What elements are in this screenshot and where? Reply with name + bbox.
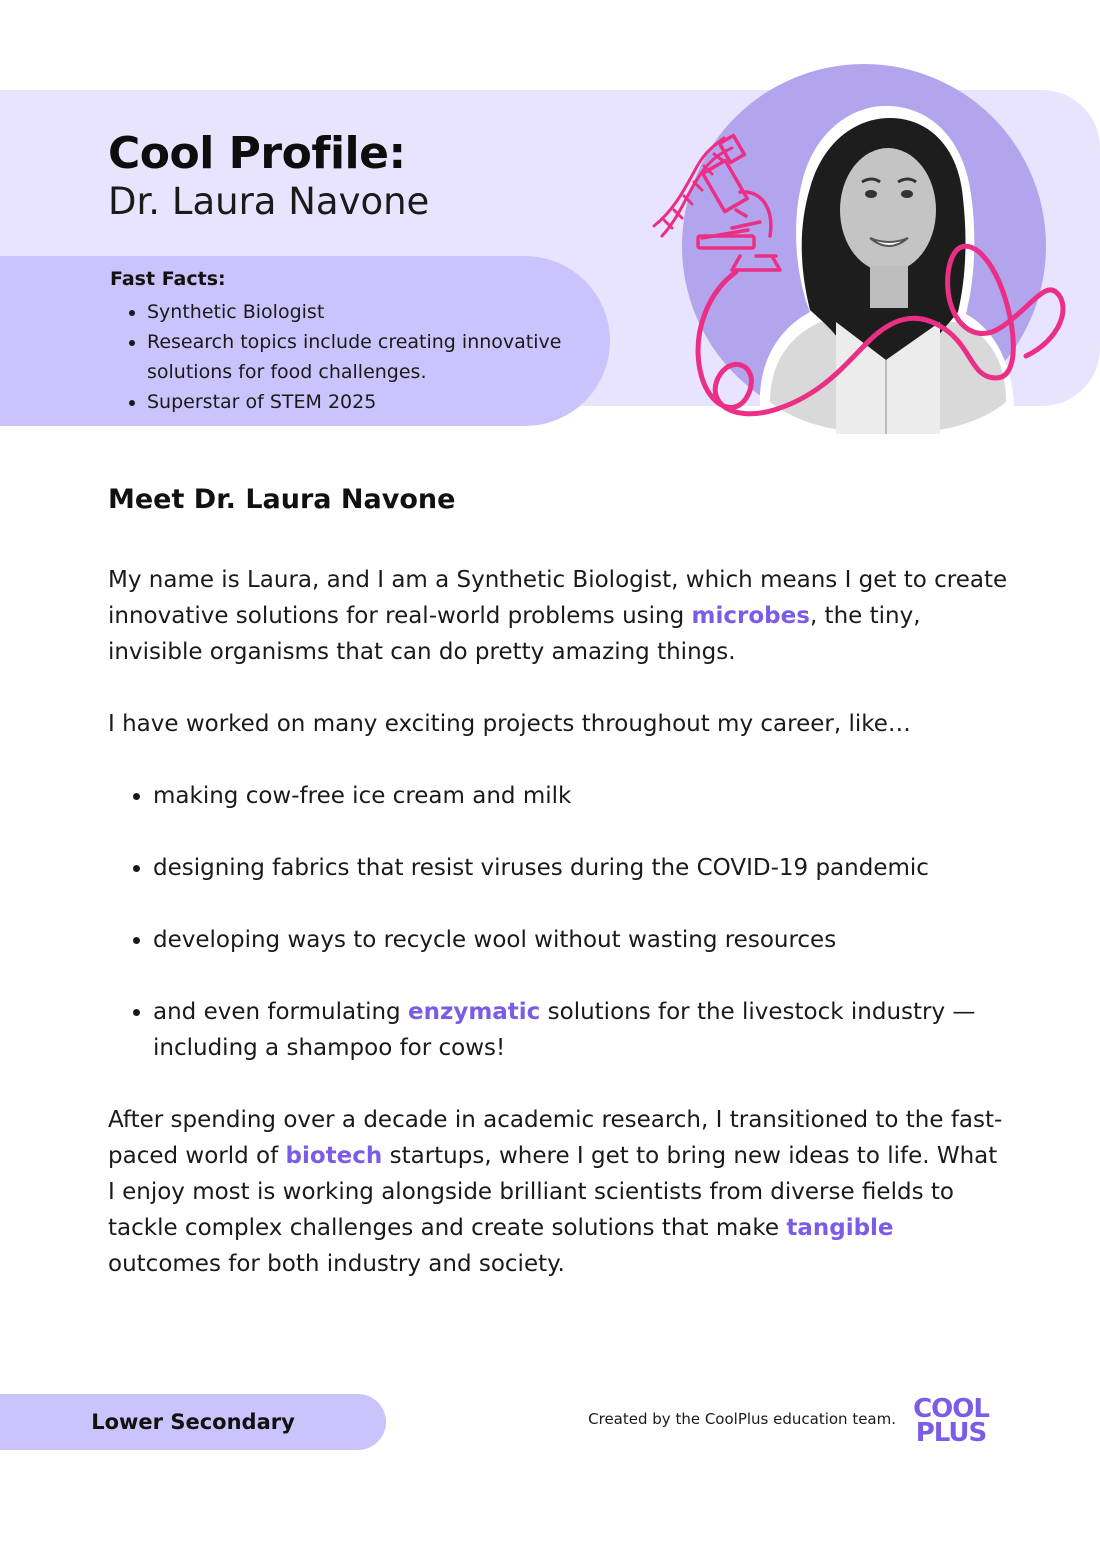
logo-text-bottom: PLUS bbox=[915, 1418, 987, 1448]
highlight-term: microbes bbox=[691, 603, 810, 629]
intro-text: My name is Laura, and I am a Synthetic Biologist, which means I get to create innovative solutions for real-world problems using bbox=[108, 567, 1008, 629]
highlight-term: tangible bbox=[786, 1215, 894, 1241]
project-text: solutions for the livestock industry — including a shampoo for cows! bbox=[153, 999, 976, 1061]
section-heading: Meet Dr. Laura Navone bbox=[108, 484, 456, 515]
project-text: and even formulating bbox=[153, 999, 408, 1025]
project-item bbox=[153, 850, 1033, 886]
projects-lead: I have worked on many exciting projects throughout my career, like… bbox=[108, 711, 911, 737]
coolplus-logo bbox=[908, 1394, 994, 1448]
intro-text: , the tiny, invisible organisms that can do pretty amazing things. bbox=[108, 603, 921, 665]
portrait-graphic bbox=[640, 60, 1100, 460]
project-item bbox=[153, 922, 1033, 958]
closing-text: outcomes for both industry and society. bbox=[108, 1251, 565, 1277]
intro-paragraph bbox=[108, 562, 1008, 670]
fast-fact-item: • Research topics include creating innovative solutions for food challenges. bbox=[147, 327, 617, 387]
project-item bbox=[153, 778, 1033, 814]
project-text: developing ways to recycle wool without wasting resources bbox=[153, 927, 837, 953]
project-text: designing fabrics that resist viruses during the COVID-19 pandemic bbox=[153, 855, 929, 881]
page-title: Cool Profile: bbox=[108, 128, 406, 179]
fast-fact-item: • Superstar of STEM 2025 bbox=[147, 387, 617, 417]
highlight-term: enzymatic bbox=[407, 999, 541, 1025]
profile-name: Dr. Laura Navone bbox=[108, 180, 430, 223]
fast-facts-heading: Fast Facts: bbox=[110, 268, 226, 290]
closing-text: After spending over a decade in academic research, I transitioned to the fast-paced world of bbox=[108, 1107, 1003, 1169]
logo-text-top: COOL bbox=[913, 1394, 989, 1424]
project-text: making cow-free ice cream and milk bbox=[153, 783, 572, 809]
closing-paragraph bbox=[108, 1102, 1008, 1282]
closing-text: startups, where I get to bring new ideas to life. What I enjoy most is working alongside brilliant scientists from diverse fields to tackle complex challenges and create solutions that make bbox=[108, 1143, 998, 1241]
level-badge: Lower Secondary bbox=[0, 1394, 386, 1450]
footer-credit: Created by the CoolPlus education team. bbox=[588, 1410, 896, 1428]
highlight-term: biotech bbox=[285, 1143, 383, 1169]
fast-facts-list bbox=[110, 297, 617, 417]
projects-list bbox=[108, 778, 1033, 1102]
fast-fact-item: • Synthetic Biologist bbox=[147, 297, 617, 327]
project-item bbox=[153, 994, 1033, 1066]
portrait-illustration bbox=[640, 60, 1100, 460]
